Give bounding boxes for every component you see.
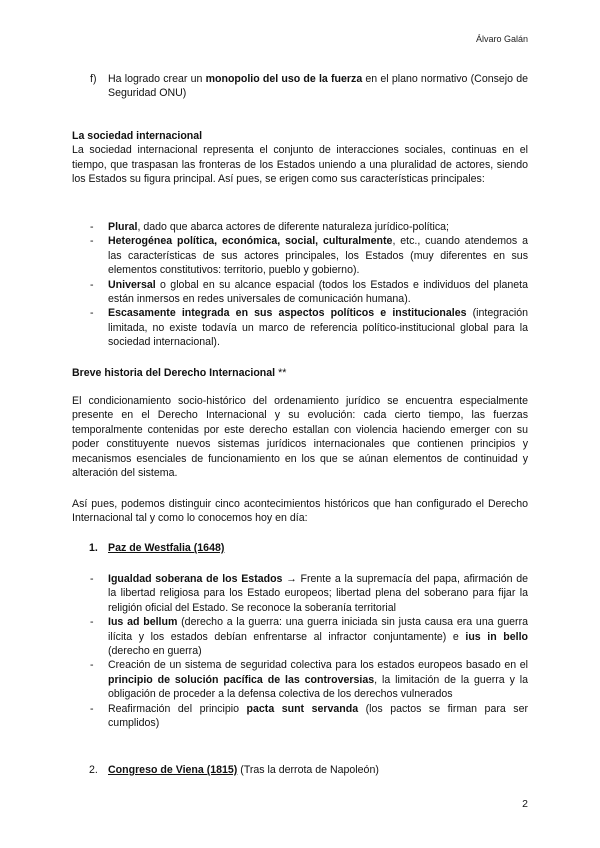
list-marker: f) [90, 73, 97, 85]
paragraph: La sociedad internacional representa el conjunto de interacciones sociales, continuas en el tiempo, que traspasan las fronteras de los Estados uniendo a una pluralidad de actores, siendo los Estados su figura principal. Así pues, se erigen como sus características principales: [72, 144, 528, 186]
list-item-text: Ha logrado crear un monopolio del uso de la fuerza en el plano normativo (Consejo de Seguridad ONU) [108, 73, 529, 100]
list-item: - Igualdad soberana de los Estados → Frente a la supremacía del papa, afirmación de la libertad religiosa para los Estado europeos; libertad plena del soberano para fijar la religión oficial del Estado. Se reconoce la soberanía territorial [90, 573, 529, 614]
list-item: - Plural, dado que abarca actores de diferente naturaleza jurídico-política; [90, 221, 449, 233]
characteristics-list [72, 220, 528, 350]
history-paragraph-2: Así pues, podemos distinguir cinco acontecimientos históricos que han configurado el Derecho Internacional tal y como lo conocemos hoy en día: [72, 498, 528, 525]
list-item: - Universal o global en su alcance espacial (todos los Estados e individuos del planeta están inmersos en redes universales de comunicación humana). [90, 278, 528, 306]
history-paragraph-1: El condicionamiento socio-histórico del ordenamiento jurídico se encuentra especialmente presente en el Derecho Internacional y su evolución: cada cierto tiempo, las fuerzas temporalmente contenidas por este derecho estallan con violencia haciendo emerger con su poder constituyente nuevos sistemas jurídicos internacionales que contienen principios y mecanismos esenciales de funcionamiento en los que se aúnan elementos de continuidad y alteración del sistema. [72, 395, 528, 480]
event-number: 1. [89, 542, 98, 554]
list-item: - Escasamente integrada en sus aspectos políticos e institucionales (integración limitada, no existe todavía un marco de referencia político-institucional global para la sociedad internacional). [90, 307, 529, 349]
event-number: 2. [89, 764, 98, 776]
event-viena-title: 2. Congreso de Viena (1815) (Tras la derrota de Napoleón) [89, 764, 379, 776]
section-heading: La sociedad internacional [72, 130, 203, 142]
list-item: - Ius ad bellum (derecho a la guerra: una guerra iniciada sin justa causa era una guerra ilícita y los estados debían enfrentarse al infractor conjuntamente) e ius in bello (derecho en guerra) [90, 616, 529, 658]
section-heading: Breve historia del Derecho Internacional [72, 367, 276, 379]
list-item-f [72, 72, 528, 101]
page-number: 2 [522, 798, 528, 810]
event-title: Paz de Westfalia (1648) [108, 542, 225, 554]
section-history-heading: Breve historia del Derecho Internacional ** [72, 367, 287, 379]
list-item: - Creación de un sistema de seguridad colectiva para los estados europeos basado en el principio de solución pacífica de las controversias, la limitación de la guerra y la obligación de proceder a la defensa colectiva de los derechos vulnerados [90, 659, 529, 701]
westfalia-list [72, 572, 528, 730]
list-item: - Heterogénea política, económica, social, culturalmente, etc., cuando atendemos a las características de sus actores principales, los Estados (muy diferentes en sus elementos constitutivos: territorio, pueblo y gobierno). [90, 235, 528, 277]
section-intl-society [72, 129, 528, 187]
header-author: Álvaro Galán [475, 34, 528, 44]
list-item: - Reafirmación del principio pacta sunt servanda (los pactos se firman para ser cumplidos) [90, 702, 528, 730]
event-westfalia-title [72, 541, 528, 555]
event-title: Congreso de Viena (1815) [108, 764, 238, 776]
